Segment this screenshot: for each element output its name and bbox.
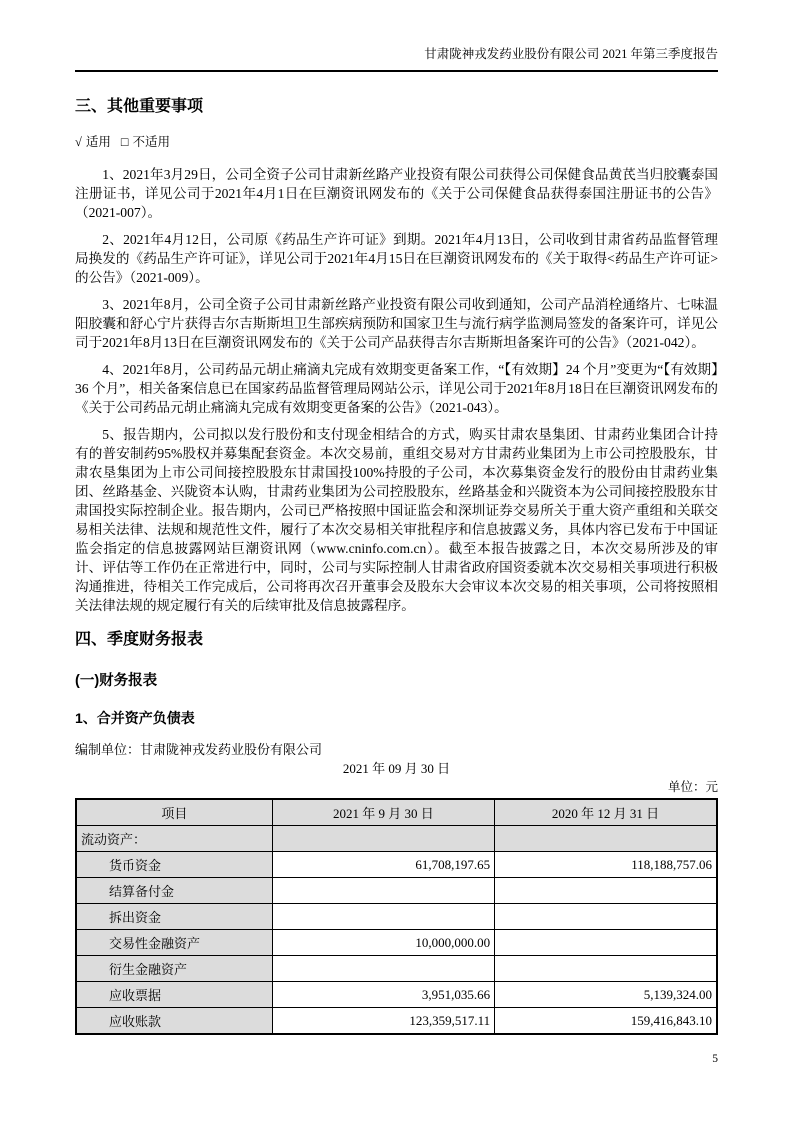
row-value-2020 <box>495 930 717 956</box>
row-value-2021: 61,708,197.65 <box>272 852 494 878</box>
row-value-2020: 159,416,843.10 <box>495 1008 717 1035</box>
column-header-item: 项目 <box>76 799 272 826</box>
table-header-row <box>76 799 717 826</box>
row-value-2021 <box>272 956 494 982</box>
page-number: 5 <box>712 1053 718 1065</box>
header-title: 甘肃陇神戎发药业股份有限公司 2021 年第三季度报告 <box>424 47 718 61</box>
document-header <box>75 46 718 62</box>
checkbox-empty-icon: □ <box>120 135 129 149</box>
row-label: 拆出资金 <box>76 904 272 930</box>
row-value-2020: 5,139,324.00 <box>495 982 717 1008</box>
row-value-2020 <box>495 956 717 982</box>
paragraph-1: 1、2021年3月29日，公司全资子公司甘肃新丝路产业投资有限公司获得公司保健食品黄芪当归胶囊泰国注册证书，详见公司于2021年4月1日在巨潮资讯网发布的《关于公司保健食品获得泰国注册证书的公告》（2021-007）。 <box>75 167 718 220</box>
header-rule <box>75 70 718 72</box>
paragraph-4: 4、2021年8月，公司药品元胡止痛滴丸完成有效期变更备案工作，“【有效期】24 个月”变更为“【有效期】36 个月”，相关备案信息已在国家药品监督管理局网站公示，详见公司于2021年8月18日在巨潮资讯网发布的《关于公司药品元胡止痛滴丸完成有效期变更备案的公告》（2021-043）。 <box>75 362 718 415</box>
not-applicable-label: 不适用 <box>132 135 170 149</box>
paragraph-2: 2、2021年4月12日，公司原《药品生产许可证》到期。2021年4月13日，公司收到甘肃省药品监督管理局换发的《药品生产许可证》，详见公司于2021年4月15日在巨潮资讯网发布的《关于取得<药品生产许可证>的公告》（2021-009）。 <box>75 232 718 285</box>
row-value-2020 <box>495 826 717 852</box>
row-label: 衍生金融资产 <box>76 956 272 982</box>
statement-date: 2021 年 09 月 30 日 <box>342 761 451 776</box>
paragraph-5: 5、报告期内，公司拟以发行股份和支付现金相结合的方式，购买甘肃农垦集团、甘肃药业集团合计持有的普安制药95%股权并募集配套资金。本次交易前，重组交易对方甘肃药业集团为上市公司控股股东，甘肃农垦集团为上市公司间接控股股东甘肃国投100%持股的子公司，本次募集资金发行的股份由甘肃药业集团、丝路基金、兴陇资本认购，甘肃药业集团为公司控股股东，丝路基金和兴陇资本为公司间接控股股东甘肃国投实际控制企业。报告期内，公司已严格按照中国证监会和深圳证券交易所关于重大资产重组和关联交易相关法律、法规和规范性文件，履行了本次交易相关审批程序和信息披露义务，具体内容已发布于中国证监会指定的信息披露网站巨潮资讯网（www.cninfo.com.cn）。截至本报告披露之日，本次交易所涉及的审计、评估等工作仍在正常进行中，同时，公司与实际控制人甘肃省政府国资委就本次交易相关事项进行积极沟通推进，待相关工作完成后，公司将再次召开董事会及股东大会审议本次交易的相关事项，公司将按照相关法律法规的规定履行有关的后续审批及信息披露程序。 <box>75 427 718 613</box>
section4-title: 四、季度财务报表 <box>75 631 204 648</box>
applicable-label: 适用 <box>85 135 111 149</box>
row-label: 结算备付金 <box>76 878 272 904</box>
table-row-lent-funds <box>76 904 717 930</box>
table-row-monetary-funds <box>76 852 717 878</box>
applicability-line <box>75 134 718 151</box>
prepared-by: 编制单位：甘肃陇神戎发药业股份有限公司 <box>75 742 323 757</box>
row-value-2021 <box>272 878 494 904</box>
table-row-derivative-financial-assets <box>76 956 717 982</box>
table-row-notes-receivable <box>76 982 717 1008</box>
table-row-trading-financial-assets <box>76 930 717 956</box>
row-label: 交易性金融资产 <box>76 930 272 956</box>
row-value-2020: 118,188,757.06 <box>495 852 717 878</box>
row-value-2021 <box>272 826 494 852</box>
balance-sheet-subtitle: 1、合并资产负债表 <box>75 710 195 726</box>
unit-label: 单位：元 <box>667 780 718 794</box>
row-label: 流动资产： <box>76 826 272 852</box>
row-value-2021: 10,000,000.00 <box>272 930 494 956</box>
financial-statements-subtitle: (一)财务报表 <box>75 673 158 689</box>
row-label: 货币资金 <box>76 852 272 878</box>
checkmark-icon: √ <box>75 135 82 149</box>
row-value-2021: 123,359,517.11 <box>272 1008 494 1035</box>
column-header-2020-12-31: 2020 年 12 月 31 日 <box>495 799 717 826</box>
row-value-2020 <box>495 904 717 930</box>
row-label: 应收票据 <box>76 982 272 1008</box>
row-value-2021: 3,951,035.66 <box>272 982 494 1008</box>
column-header-2021-09-30: 2021 年 9 月 30 日 <box>272 799 494 826</box>
row-value-2021 <box>272 904 494 930</box>
row-label: 应收账款 <box>76 1008 272 1035</box>
row-value-2020 <box>495 878 717 904</box>
table-row-settlement-reserves <box>76 878 717 904</box>
paragraph-3: 3、2021年8月，公司全资子公司甘肃新丝路产业投资有限公司收到通知，公司产品消栓通络片、七味温阳胶囊和舒心宁片获得吉尔吉斯斯坦卫生部疾病预防和国家卫生与流行病学监测局签发的备案许可，详见公司于2021年8月13日在巨潮资讯网发布的《关于公司产品获得吉尔吉斯斯坦备案许可的公告》（2021-042）。 <box>75 297 718 350</box>
table-row-current-assets <box>76 826 717 852</box>
section3-title: 三、其他重要事项 <box>75 98 204 115</box>
balance-sheet-table <box>75 798 718 1035</box>
table-row-accounts-receivable <box>76 1008 717 1035</box>
